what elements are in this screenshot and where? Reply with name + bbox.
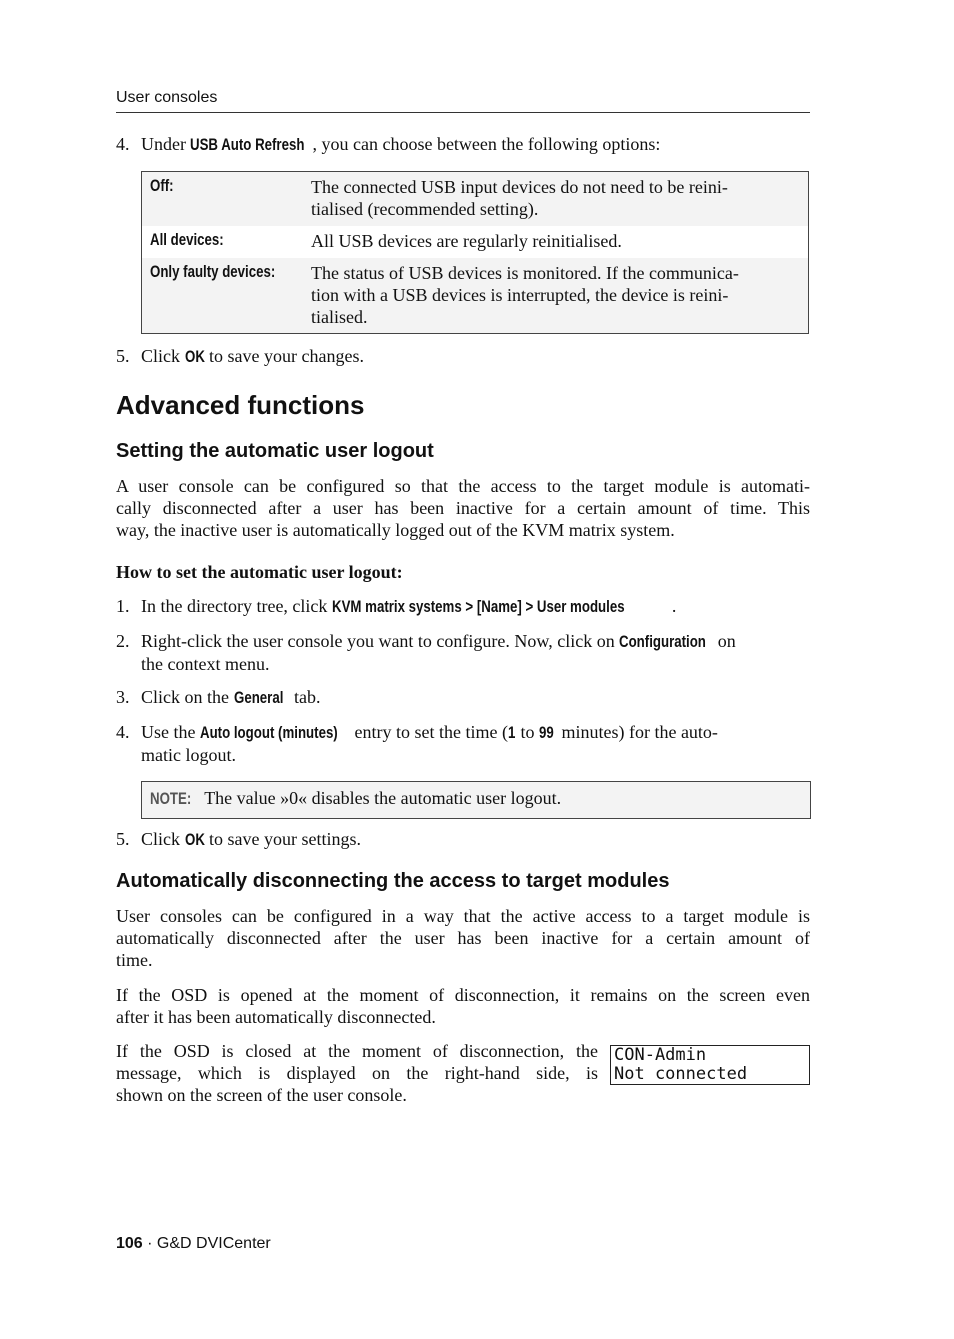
option-description: The connected USB input devices do not need to be reini- tialised (recommended setting). — [311, 177, 728, 219]
product-name: G&D DVICenter — [156, 1235, 271, 1252]
logout-step-2: 2. Right-click the user console you want to configure. Now, click on Configuration on the context menu. — [116, 631, 736, 674]
option-description: All USB devices are regularly reinitialised. — [311, 231, 622, 251]
option-label: Only faulty devices: — [150, 262, 276, 281]
running-header — [116, 88, 810, 113]
note-label: NOTE: — [150, 789, 192, 808]
save-settings-step: 5. Click OK to save your settings. — [116, 829, 361, 849]
option-description: The status of USB devices is monitored. If the communica- tion with a USB devices is interrupted, the device is reini- tialised. — [311, 263, 739, 327]
note-box — [141, 781, 811, 819]
table-row — [142, 226, 808, 258]
table-row — [142, 258, 808, 333]
disconnect-paragraph-3: If the OSD is closed at the moment of disconnection, the message, which is displayed on the right-hand side, is shown on the screen of the user console. — [116, 1041, 598, 1105]
disconnect-paragraph-1: User consoles can be configured in a way that the active access to a target module is automatically disconnected after the user has been inactive for a certain amount of time. — [116, 906, 810, 970]
table-row — [142, 172, 808, 226]
subsection-title-disconnect: Automatically disconnecting the access to target modules — [116, 870, 670, 892]
save-changes-step: 5. Click OK to save your changes. — [116, 346, 364, 366]
option-label: All devices: — [150, 230, 224, 249]
ui-term-auto-logout: Auto logout (minutes) — [199, 723, 338, 742]
usb-step: 4. Under USB Auto Refresh , you can choose between the following options: — [116, 134, 661, 154]
usb-options-table — [141, 171, 809, 334]
option-label: Off: — [150, 176, 174, 195]
howto-heading: How to set the automatic user logout: — [116, 562, 403, 582]
logout-step-4: 4. Use the Auto logout (minutes) entry to set the time (1 to 99 minutes) for the auto- matic logout. — [116, 722, 718, 765]
running-title: User consoles — [116, 89, 218, 106]
ui-term-general: General — [233, 688, 283, 707]
osd-message-box — [610, 1045, 810, 1085]
ui-term-directory-path: KVM matrix systems > [Name] > User modules — [331, 597, 625, 616]
logout-paragraph: A user console can be configured so that the access to the target module is automati- cally disconnected after a user has been inactive for a certain amount of time. This way, the inactive user is automatically logged out of the KVM matrix system. — [116, 476, 810, 540]
logout-step-3: 3. Click on the General tab. — [116, 687, 321, 707]
disconnect-paragraph-2: If the OSD is opened at the moment of disconnection, it remains on the screen even after it has been automatically disconnected. — [116, 985, 810, 1027]
osd-line-2: Not connected — [614, 1064, 748, 1084]
page-number: 106 — [116, 1235, 143, 1252]
osd-line-1: CON-Admin — [614, 1045, 707, 1065]
note-text: The value »0« disables the automatic user logout. — [204, 788, 562, 808]
ui-term-usb-auto-refresh: USB Auto Refresh — [190, 135, 305, 154]
page-footer: 106 · G&D DVICenter — [116, 1235, 271, 1252]
ui-term-ok: OK — [184, 830, 205, 849]
subsection-title-logout: Setting the automatic user logout — [116, 440, 434, 462]
step-number: 4. — [116, 134, 130, 154]
section-title: Advanced functions — [116, 390, 365, 420]
ui-term-configuration: Configuration — [619, 632, 707, 651]
ui-term-ok: OK — [184, 347, 205, 366]
logout-step-1: 1. In the directory tree, click KVM matrix systems > [Name] > User modules . — [116, 596, 677, 616]
